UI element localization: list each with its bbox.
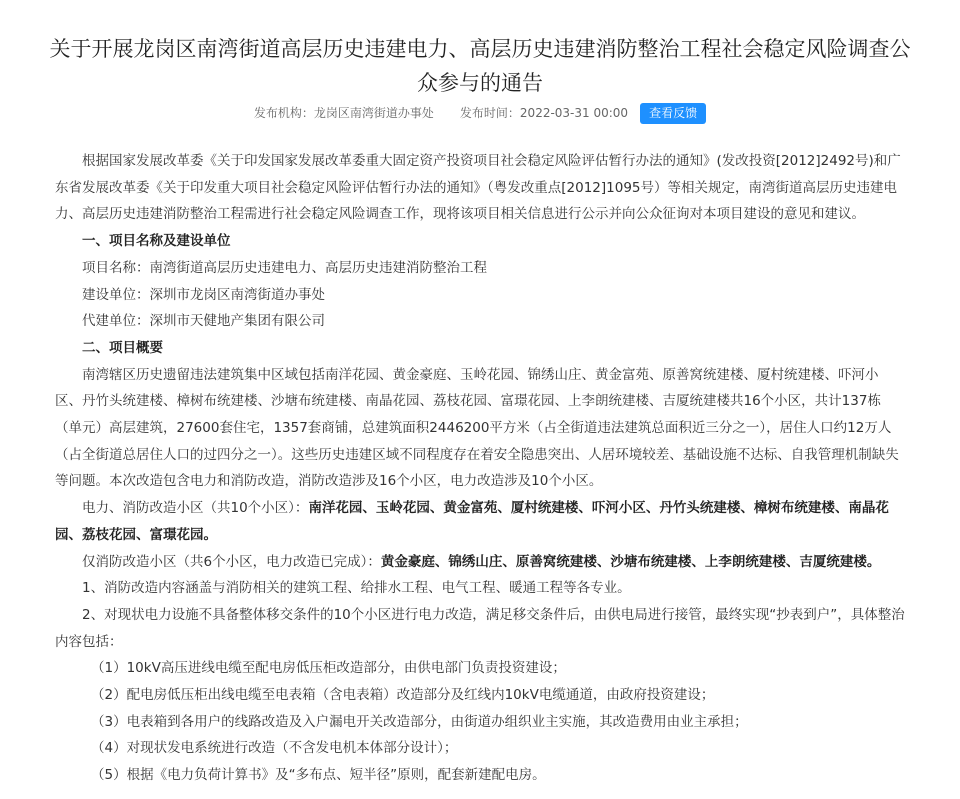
publish-org: 发布机构：龙岗区南湾街道办事处 [253, 106, 434, 120]
sub-item: （1）10kV高压进线电缆至配电房低压柜改造部分，由供电部门负责投资建设； [91, 660, 566, 677]
notice-body [55, 148, 905, 789]
item-1: 1、消防改造内容涵盖与消防相关的建筑工程、给排水工程、电气工程、暖通工程等各专业。 [82, 580, 631, 597]
sub-item: （4）对现状发电系统进行改造（不含发电机本体部分设计）； [91, 740, 458, 757]
fire-only-label: 仅消防改造小区（共6个小区，电力改造已完成）： [82, 553, 381, 570]
both-reform-paragraph [55, 495, 905, 548]
sub-item: （2）配电房低压柜出线电缆至电表箱（含电表箱）改造部分及红线内10kV电缆通道，由政府投资建设； [91, 687, 715, 704]
section-2-heading: 二、项目概要 [82, 339, 163, 356]
both-reform-list: 南洋花园、玉岭花园、黄金富苑、厦村统建楼、吓河小区、丹竹头统建楼、樟树布统建楼、南晶花园、荔枝花园、富璟花园。 [55, 500, 889, 543]
title-line-1: 关于开展龙岗区南湾街道高层历史违建电力、高层历史违建消防整治工程社会稳定风险调查公 [49, 37, 911, 61]
intro-paragraph: 根据国家发展改革委《关于印发国家发展改革委重大固定资产投资项目社会稳定风险评估暂行办法的通知》(发改投资[2012]2492号)和广东省发展改革委《关于印发重大项目社会稳定风险评估暂行办法的通知》（粤发改重点[2012]1095号）等相关规定，南湾街道高层历史违建电力、高层历史违建消防整治工程需进行社会稳定风险调查工作，现将该项目相关信息进行公示并向公众征询对本项目建设的意见和建议。 [55, 153, 901, 223]
item-2: 2、对现状电力设施不具备整体移交条件的10个小区进行电力改造，满足移交条件后，由供电局进行接管，最终实现“抄表到户”，具体整治内容包括： [55, 606, 905, 650]
overview-paragraph: 南湾辖区历史遗留违法建筑集中区域包括南洋花园、黄金豪庭、玉岭花园、锦绣山庄、黄金富苑、原善窝统建楼、厦村统建楼、吓河小区、丹竹头统建楼、樟树布统建楼、沙塘布统建楼、南晶花园、荔枝花园、富璟花园、上李朗统建楼、吉厦统建楼共16个小区，共计137栋（单元）高层建筑，27600套住宅，1357套商铺，总建筑面积2446200平方米（占全街道违法建筑总面积近三分之一），居住人口约12万人（占全街道总居住人口的过四分之一）。这些历史违建区域不同程度存在着安全隐患突出、人居环境较差、基础设施不达标、自我管理机制缺失等问题。本次改造包含电力和消防改造，消防改造涉及16个小区，电力改造涉及10个小区。 [55, 366, 899, 490]
title-line-2: 众参与的通告 [417, 71, 543, 95]
publish-time: 发布时间：2022-03-31 00:00 [459, 106, 629, 120]
project-name: 项目名称：南湾街道高层历史违建电力、高层历史违建消防整治工程 [82, 259, 487, 276]
fire-only-list: 黄金豪庭、锦绣山庄、原善窝统建楼、沙塘布统建楼、上李朗统建楼、吉厦统建楼。 [380, 553, 881, 570]
sub-item: （5）根据《电力负荷计算书》及“多布点、短半径”原则，配套新建配电房。 [91, 767, 546, 784]
agent-unit: 代建单位：深圳市天健地产集团有限公司 [82, 313, 325, 330]
view-feedback-button[interactable]: 查看反馈 [640, 103, 706, 124]
fire-only-paragraph [55, 549, 905, 576]
builder-unit: 建设单位：深圳市龙岗区南湾街道办事处 [82, 286, 325, 303]
page-title [0, 32, 960, 100]
sub-item: （3）电表箱到各用户的线路改造及入户漏电开关改造部分，由街道办组织业主实施，其改造费用由业主承担； [91, 713, 748, 730]
section-1-heading: 一、项目名称及建设单位 [82, 233, 231, 250]
both-reform-label: 电力、消防改造小区（共10个小区）： [82, 500, 309, 517]
publish-meta [0, 103, 960, 124]
